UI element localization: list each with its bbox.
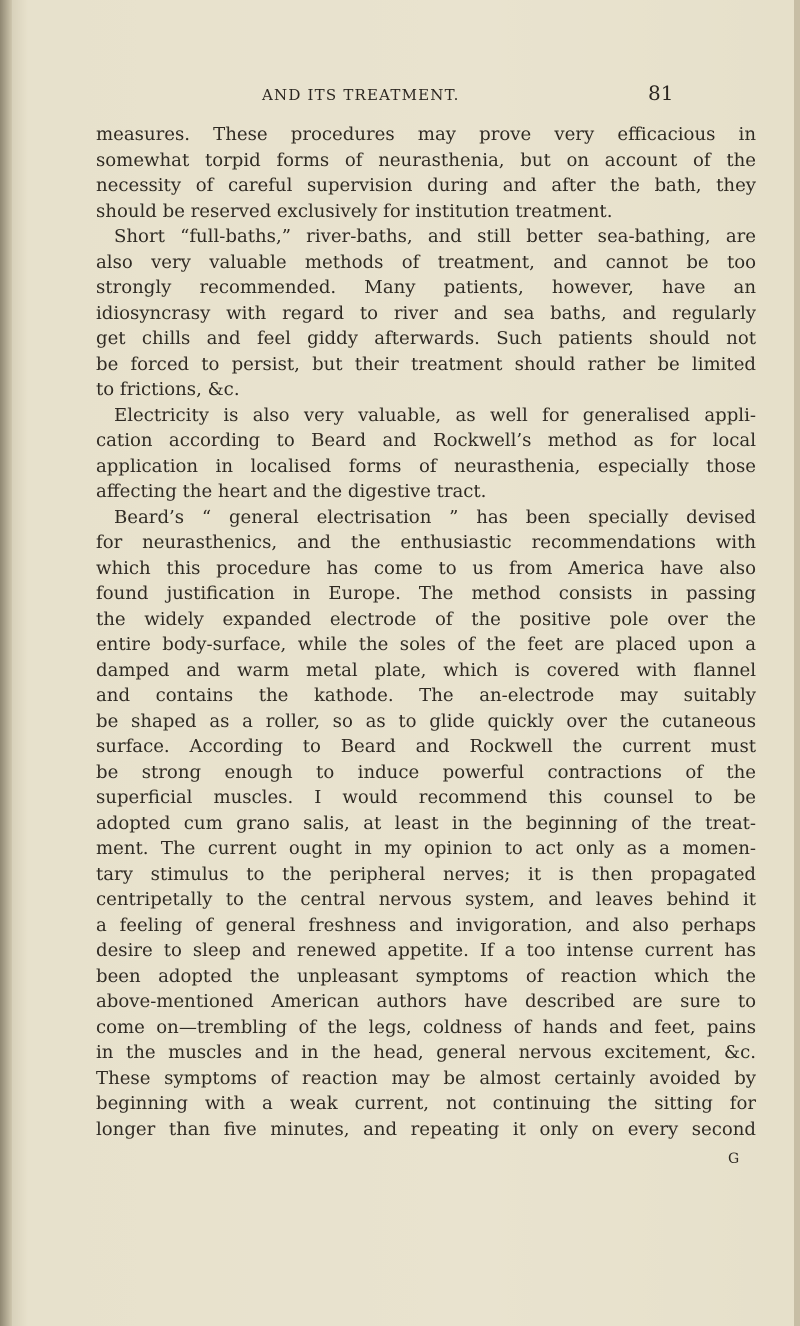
text-line: the widely expanded electrode of the positive pole over the <box>96 608 756 630</box>
running-head: AND ITS TREATMENT. <box>262 86 460 104</box>
text-line: tary stimulus to the peripheral nerves; it is then propagated <box>96 863 756 885</box>
text-line: come on—trembling of the legs, coldness of hands and feet, pains <box>96 1016 756 1038</box>
text-line: Beard’s “ general electrisation ” has been specially devised <box>114 506 756 528</box>
text-line: strongly recommended. Many patients, however, have an <box>96 277 756 298</box>
signature-mark: G <box>728 1151 740 1167</box>
text-line: desire to sleep and renewed appetite. If a too intense current has <box>96 940 756 961</box>
text-line: be strong enough to induce powerful contractions of the <box>96 761 756 783</box>
text-line: Electricity is also very valuable, as well for generalised appli- <box>114 404 756 426</box>
text-line: surface. According to Beard and Rockwell the current must <box>96 736 756 757</box>
text-line: be forced to persist, but their treatment should rather be limited <box>96 353 756 375</box>
body-text <box>96 122 756 1142</box>
text-line: Short “full-baths,” river-baths, and still better sea-bathing, are <box>114 226 756 247</box>
binding-gutter-shadow <box>0 0 12 1326</box>
text-line: adopted cum grano salis, at least in the beginning of the treat- <box>96 812 756 834</box>
text-line: application in localised forms of neurasthenia, especially those <box>96 455 756 477</box>
text-line: and contains the kathode. The an-electrode may suitably <box>96 685 756 706</box>
text-line: beginning with a weak current, not continuing the sitting for <box>96 1093 756 1114</box>
text-line: should be reserved exclusively for institution treatment. <box>96 200 613 222</box>
text-line: centripetally to the central nervous system, and leaves behind it <box>96 889 756 910</box>
text-line: for neurasthenics, and the enthusiastic recommendations with <box>96 532 756 553</box>
text-line: in the muscles and in the head, general nervous excitement, &c. <box>96 1042 756 1063</box>
text-line: a feeling of general freshness and invigoration, and also perhaps <box>96 914 756 936</box>
text-line: entire body-surface, while the soles of the feet are placed upon a <box>96 634 756 655</box>
text-line: be shaped as a roller, so as to glide quickly over the cutaneous <box>96 710 756 732</box>
text-line: damped and warm metal plate, which is covered with flannel <box>96 659 756 681</box>
text-line: idiosyncrasy with regard to river and sea baths, and regularly <box>96 302 756 324</box>
text-line: found justification in Europe. The method consists in passing <box>96 583 756 604</box>
text-line: ment. The current ought in my opinion to act only as a momen- <box>96 838 756 859</box>
text-line: superficial muscles. I would recommend this counsel to be <box>96 787 756 808</box>
text-line: affecting the heart and the digestive tract. <box>96 481 487 502</box>
text-line: cation according to Beard and Rockwell’s method as for local <box>96 430 756 451</box>
text-line: necessity of careful supervision during and after the bath, they <box>96 175 756 196</box>
text-line: get chills and feel giddy afterwards. Such patients should not <box>96 328 756 349</box>
text-line: above-mentioned American authors have described are sure to <box>96 991 756 1012</box>
text-line: longer than five minutes, and repeating it only on every second <box>96 1118 756 1140</box>
page-edge <box>794 0 800 1326</box>
text-line: been adopted the unpleasant symptoms of reaction which the <box>96 965 756 987</box>
page-number: 81 <box>648 81 674 105</box>
text-line: measures. These procedures may prove very efficacious in <box>96 124 756 145</box>
text-line: also very valuable methods of treatment, and cannot be too <box>96 251 756 273</box>
text-line: which this procedure has come to us from America have also <box>96 557 756 579</box>
text-line: These symptoms of reaction may be almost certainly avoided by <box>96 1067 756 1089</box>
text-line: somewhat torpid forms of neurasthenia, but on account of the <box>96 149 756 171</box>
text-line: to frictions, &c. <box>96 379 240 400</box>
